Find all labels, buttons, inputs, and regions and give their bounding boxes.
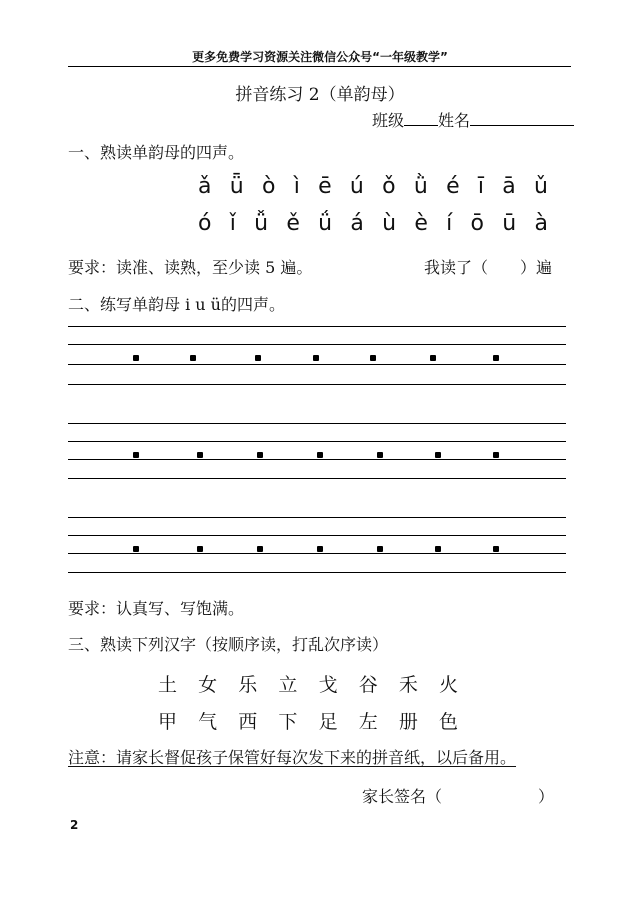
writing-guide-dot [493, 452, 499, 458]
writing-guide-dot [435, 546, 441, 552]
pinyin-item: ǚ [254, 211, 269, 236]
pinyin-item: í [446, 211, 453, 236]
writing-line [68, 517, 566, 518]
writing-guide-dot [493, 355, 499, 361]
writing-guide-dot [197, 546, 203, 552]
writing-line [68, 441, 566, 442]
hanzi-item: 乐 [238, 674, 258, 696]
writing-line [68, 478, 566, 479]
hanzi-item: 气 [198, 711, 218, 733]
section2-requirement: 要求：认真写、写饱满。 [68, 599, 245, 618]
pinyin-item: ǜ [413, 174, 428, 199]
writing-guide-dot [313, 355, 319, 361]
pinyin-item: ū [502, 211, 517, 236]
pinyin-item: ù [382, 211, 397, 236]
page-title: 拼音练习 2（单韵母） [235, 85, 405, 105]
section1-requirement: 要求：读准、读熟，至少读 5 遍。 [68, 258, 313, 277]
pinyin-row-2 [198, 211, 548, 236]
pinyin-item: ǘ [318, 211, 333, 236]
pinyin-item: ǖ [229, 174, 244, 199]
header-note: 更多免费学习资源关注微信公众号“一年级教学” [192, 50, 448, 64]
writing-guide-dot [377, 452, 383, 458]
hanzi-item: 火 [438, 674, 458, 696]
writing-line [68, 553, 566, 554]
writing-guide-dot [190, 355, 196, 361]
pinyin-item: á [350, 211, 364, 236]
writing-line [68, 326, 566, 327]
pinyin-item: ú [349, 174, 364, 199]
hanzi-item: 土 [158, 674, 178, 696]
writing-guide-dot [317, 546, 323, 552]
name-label: 姓名 [438, 111, 471, 130]
hanzi-item: 足 [318, 711, 338, 733]
pinyin-item: ō [470, 211, 485, 236]
hanzi-row-1 [158, 670, 458, 697]
hanzi-row-2 [158, 707, 458, 734]
writing-line [68, 344, 566, 345]
writing-guide-dot [435, 452, 441, 458]
pinyin-item: é [446, 174, 460, 199]
pinyin-item: ó [198, 211, 212, 236]
writing-guide-dot [133, 546, 139, 552]
hanzi-item: 甲 [158, 711, 178, 733]
writing-guide-dot [493, 546, 499, 552]
writing-guide-dot [133, 452, 139, 458]
writing-guide-dot [133, 355, 139, 361]
writing-line [68, 364, 566, 365]
page-number: 2 [70, 818, 79, 832]
hanzi-item: 女 [198, 674, 218, 696]
writing-guide-dot [257, 452, 263, 458]
pinyin-item: è [414, 211, 428, 236]
hanzi-item: 禾 [398, 674, 418, 696]
section2-heading: 二、练写单韵母 i u ü的四声。 [68, 295, 285, 314]
writing-line [68, 423, 566, 424]
header-divider [68, 66, 571, 67]
pinyin-row-1 [198, 174, 548, 199]
class-blank[interactable] [404, 109, 438, 126]
writing-line [68, 572, 566, 573]
hanzi-item: 左 [358, 711, 378, 733]
writing-guide-dot [255, 355, 261, 361]
hanzi-item: 戈 [318, 674, 338, 696]
class-name-row [372, 108, 574, 131]
writing-guide-dot [370, 355, 376, 361]
pinyin-item: ǐ [229, 211, 236, 236]
writing-line [68, 384, 566, 385]
pinyin-item: ā [502, 174, 516, 199]
pinyin-item: ǒ [382, 174, 396, 199]
writing-line [68, 535, 566, 536]
writing-line [68, 459, 566, 460]
parent-signature[interactable]: 家长签名（ ） [362, 787, 555, 806]
pinyin-item: ǔ [534, 174, 548, 199]
class-label: 班级 [372, 111, 405, 130]
hanzi-item: 立 [278, 674, 298, 696]
pinyin-item: ě [286, 211, 300, 236]
hanzi-item: 谷 [358, 674, 378, 696]
pinyin-item: à [534, 211, 548, 236]
parent-note: 注意：请家长督促孩子保管好每次发下来的拼音纸，以后备用。 [68, 748, 517, 767]
read-count: 我读了（ ）遍 [424, 258, 553, 277]
pinyin-item: ò [261, 174, 276, 199]
name-blank[interactable] [470, 109, 574, 126]
pinyin-item: ē [318, 174, 332, 199]
writing-guide-dot [317, 452, 323, 458]
hanzi-item: 下 [278, 711, 298, 733]
pinyin-item: ǎ [198, 174, 212, 199]
writing-guide-dot [377, 546, 383, 552]
writing-guide-dot [257, 546, 263, 552]
writing-guide-dot [197, 452, 203, 458]
hanzi-item: 西 [238, 711, 258, 733]
writing-guide-dot [430, 355, 436, 361]
hanzi-item: 色 [438, 711, 458, 733]
section1-heading: 一、熟读单韵母的四声。 [68, 143, 245, 162]
section3-heading: 三、熟读下列汉字（按顺序读，打乱次序读） [68, 635, 389, 654]
hanzi-item: 册 [398, 711, 418, 733]
pinyin-item: ī [477, 174, 485, 199]
pinyin-item: ì [293, 174, 300, 199]
